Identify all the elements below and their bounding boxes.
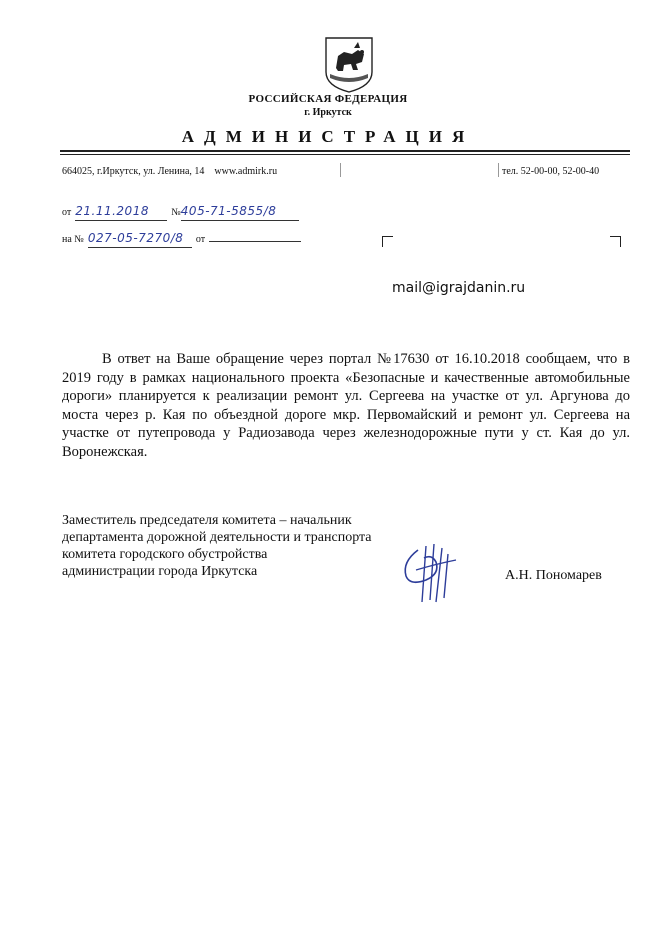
separator — [340, 163, 341, 177]
address-corner-mark — [382, 236, 393, 247]
coat-of-arms-logo — [322, 34, 376, 94]
date-value: 21.11.2018 — [75, 204, 149, 218]
header-divider-thin — [60, 154, 630, 155]
signatory-line: комитета городского обустройства — [62, 547, 268, 562]
incoming-date-field — [209, 241, 301, 242]
incoming-number-field — [88, 229, 192, 248]
date-field — [75, 202, 167, 221]
number-prefix: № — [171, 207, 181, 218]
organization-title: АДМИНИСТРАЦИЯ — [181, 127, 475, 146]
phone-text: тел. 52-00-00, 52-00-40 — [502, 166, 600, 177]
country-name: РОССИЙСКАЯ ФЕДЕРАЦИЯ — [248, 93, 408, 105]
outgoing-reference — [62, 202, 299, 221]
signatory-name: А.Н. Пономарев — [505, 568, 602, 583]
address-corner-mark — [610, 236, 621, 247]
incoming-reference — [62, 229, 301, 248]
signatory-line: департамента дорожной деятельности и транспорта — [62, 530, 372, 545]
signatory-line: Заместитель председателя комитета – начальник — [62, 513, 352, 528]
number-value: 405-71-5855/8 — [180, 204, 277, 218]
handwritten-signature — [396, 540, 472, 606]
date-prefix: от — [62, 207, 72, 218]
letter-body: В ответ на Ваше обращение через портал №17630 от 16.10.2018 сообщаем, что в 2019 году в рамках национального проекта «Безопасные и качественные автомобильные дороги» планируется к реализации ремонт ул. Сергеева на участке от ул. Аргунова до моста через р. Кая по объездной дороге мкр. Первомайский и ремонт ул. Сергеева на участке от путепровода у Радиозавода через железнодорожные пути у ст. Кая до ул. Воронежская. — [62, 351, 630, 460]
separator — [498, 163, 499, 177]
address-line — [62, 166, 277, 177]
city-name: г. Иркутск — [304, 107, 352, 118]
number-field — [181, 202, 299, 221]
incoming-date-prefix: от — [195, 234, 206, 245]
incoming-prefix: на № — [62, 234, 84, 245]
header-divider-thick — [60, 150, 630, 152]
website-text: www.admirk.ru — [214, 166, 278, 177]
signatory-line: администрации города Иркутска — [62, 564, 258, 579]
incoming-number-value: 027-05-7270/8 — [87, 231, 184, 245]
signatory-title — [62, 512, 372, 580]
recipient-email: mail@igrajdanin.ru — [392, 280, 526, 296]
address-text: 664025, г.Иркутск, ул. Ленина, 14 — [62, 166, 205, 177]
